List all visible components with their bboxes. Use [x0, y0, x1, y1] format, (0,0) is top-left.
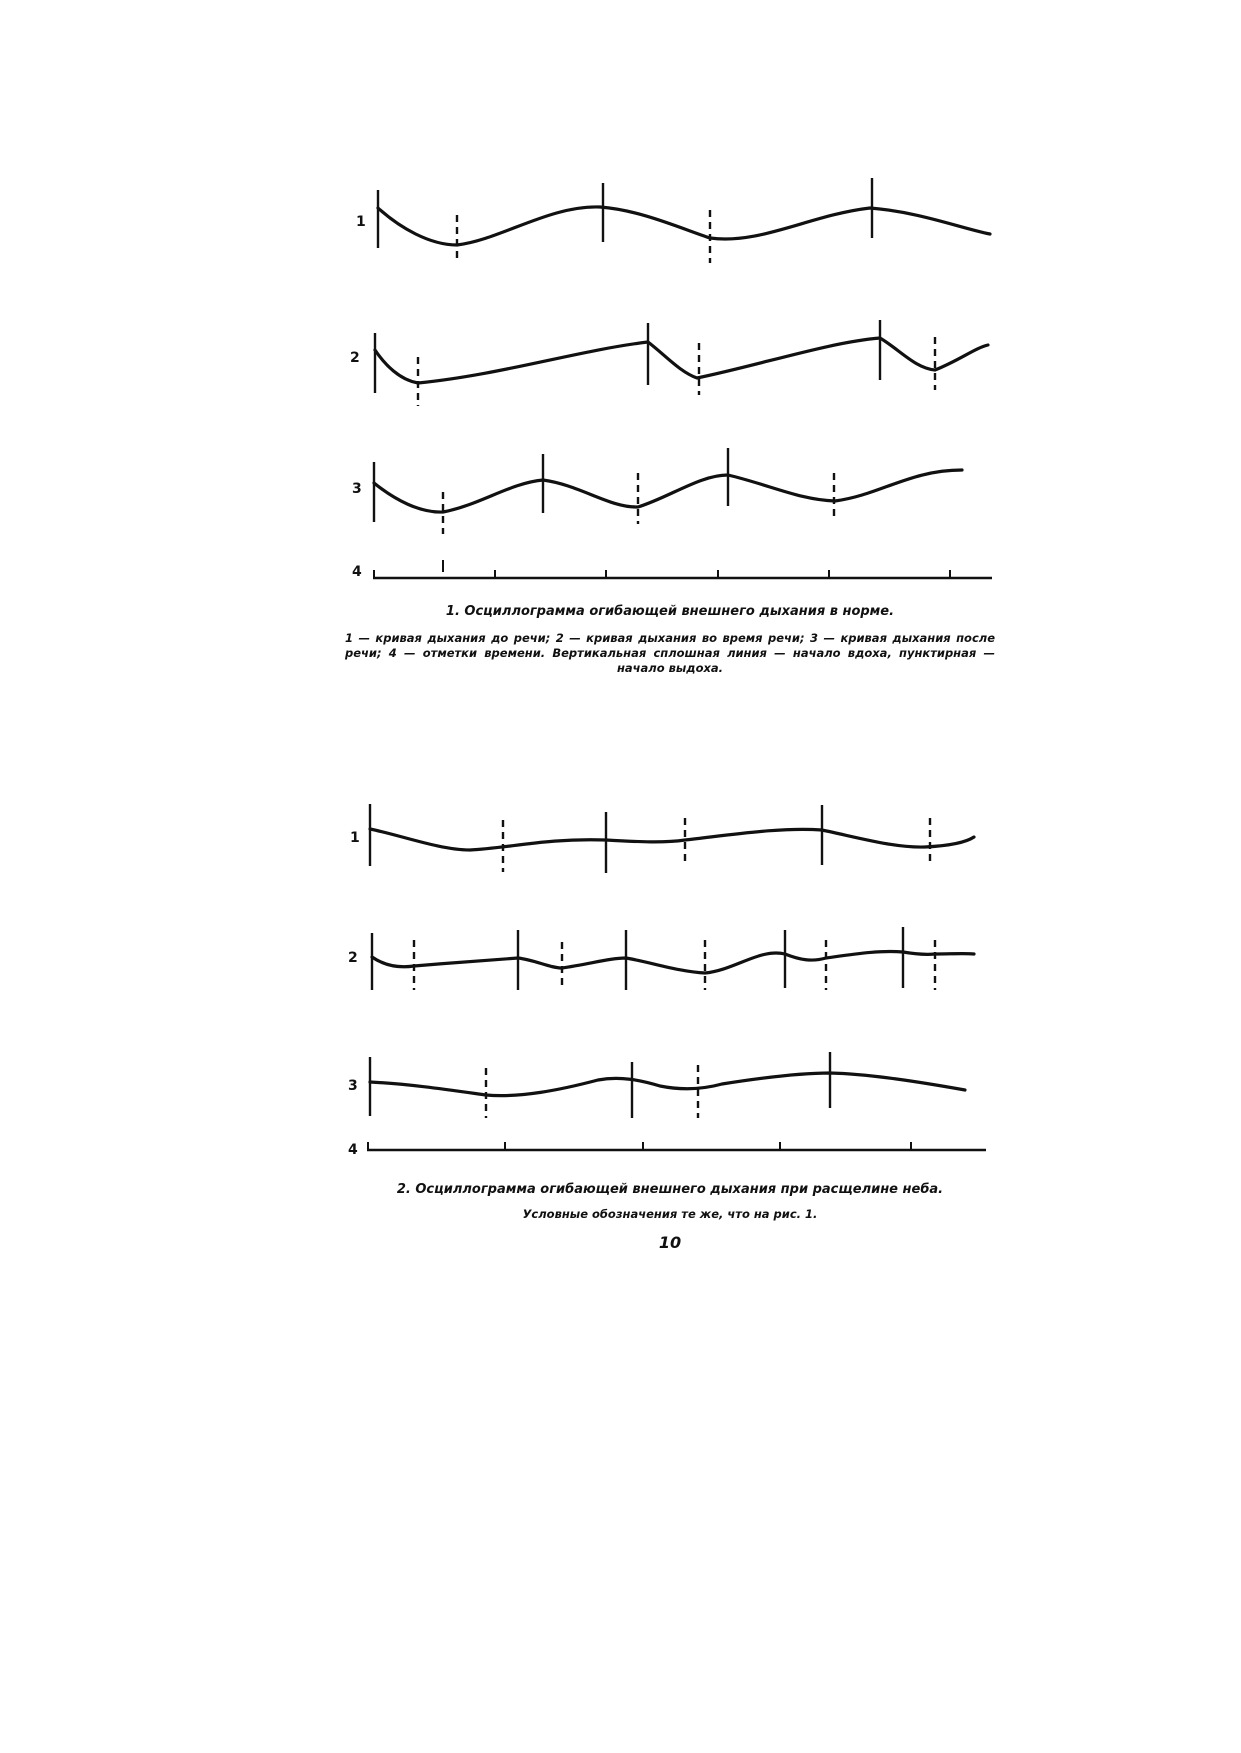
- fig2-curve-after-speech: [370, 1073, 965, 1096]
- page-number: 10: [658, 1233, 682, 1252]
- figure-1-title: 1. Осциллограмма огибающей внешнего дыхания в норме.: [445, 604, 895, 619]
- fig2-row-label-2: 2: [348, 950, 358, 966]
- fig2-row-label-4: 4: [348, 1142, 358, 1158]
- fig1-row-label-2: 2: [350, 350, 360, 366]
- fig2-curve-during-speech: [372, 951, 974, 973]
- figure-2-legend: Условные обозначения те же, что на рис. 1.: [522, 1207, 818, 1221]
- figure-2-title: 2. Осциллограмма огибающей внешнего дыхания при расщелине неба.: [396, 1182, 944, 1197]
- figure-1-legend: 1 — кривая дыхания до речи; 2 — кривая дыхания во время речи; 3 — кривая дыхания после речи; 4 — отметки времени. Вертикальная сплошная линия — начало вдоха, пунктирная — начало выдоха.: [345, 631, 995, 675]
- fig2-curve-before-speech: [370, 829, 974, 850]
- fig1-row-label-4: 4: [352, 564, 362, 580]
- fig2-row-label-3: 3: [348, 1078, 358, 1094]
- fig1-row-label-3: 3: [352, 481, 362, 497]
- fig2-row-label-1: 1: [350, 830, 360, 846]
- fig1-row-label-1: 1: [356, 214, 366, 230]
